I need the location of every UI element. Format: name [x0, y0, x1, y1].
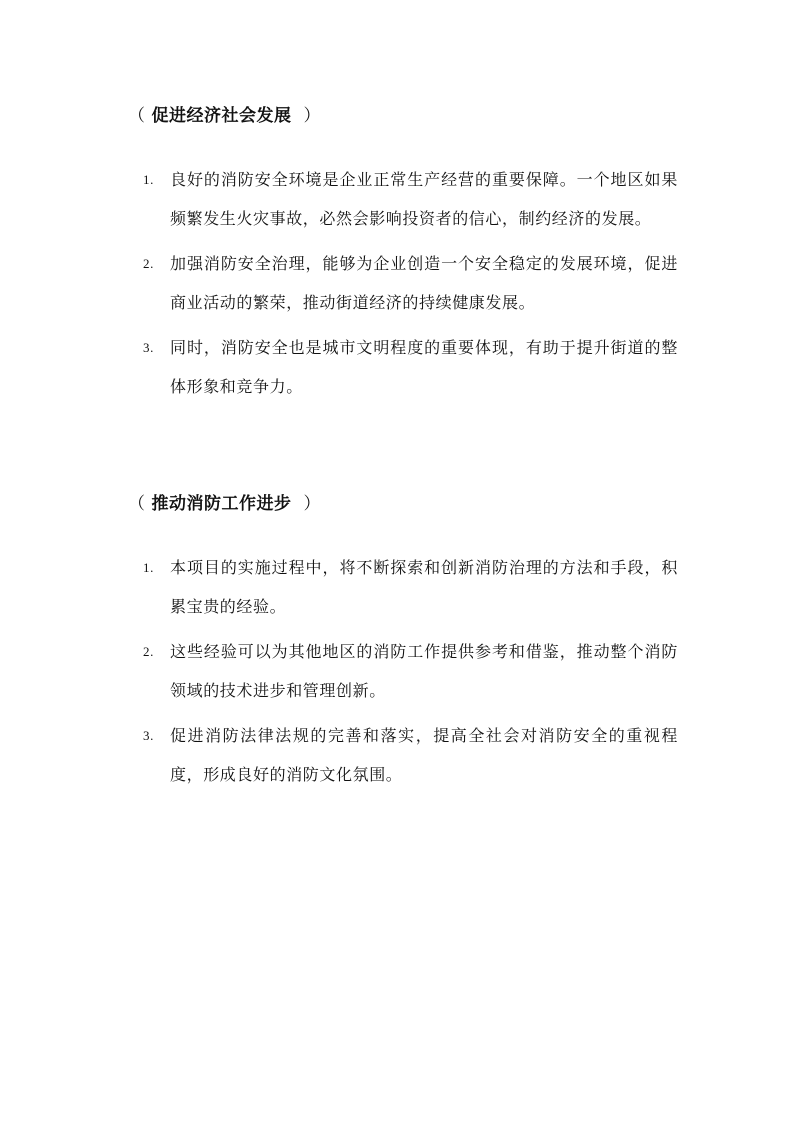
- list-item-text: 加强消防安全治理，能够为企业创造一个安全稳定的发展环境，促进商业活动的繁荣，推动街道经济的持续健康发展。: [170, 254, 678, 312]
- close-paren: ）: [303, 494, 321, 514]
- open-paren: （: [128, 494, 146, 514]
- list-item: [143, 716, 678, 794]
- list-item-number: 1.: [143, 172, 154, 187]
- list-item-text: 促进消防法律法规的完善和落实，提高全社会对消防安全的重视程度，形成良好的消防文化氛围。: [170, 726, 678, 784]
- section-list-economic-development: [143, 160, 678, 412]
- list-item: [143, 160, 678, 238]
- section-title: 促进经济社会发展: [151, 106, 292, 126]
- list-item-number: 2.: [143, 256, 154, 271]
- list-item-number: 3.: [143, 728, 154, 743]
- section-heading-fire-work-progress: [128, 492, 321, 516]
- list-item-text: 这些经验可以为其他地区的消防工作提供参考和借鉴，推动整个消防领域的技术进步和管理创新。: [170, 642, 678, 700]
- list-item-text: 同时，消防安全也是城市文明程度的重要体现，有助于提升街道的整体形象和竞争力。: [170, 338, 678, 396]
- open-paren: （: [128, 106, 146, 126]
- list-item: [143, 548, 678, 626]
- list-item-text: 本项目的实施过程中，将不断探索和创新消防治理的方法和手段，积累宝贵的经验。: [170, 558, 678, 616]
- list-item-number: 3.: [143, 340, 154, 355]
- list-item-number: 2.: [143, 644, 154, 659]
- list-item: [143, 328, 678, 406]
- list-item: [143, 244, 678, 322]
- list-item-number: 1.: [143, 560, 154, 575]
- list-item: [143, 632, 678, 710]
- section-title: 推动消防工作进步: [151, 494, 292, 514]
- list-item-text: 良好的消防安全环境是企业正常生产经营的重要保障。一个地区如果频繁发生火灾事故，必然会影响投资者的信心，制约经济的发展。: [170, 170, 678, 228]
- section-heading-economic-development: [128, 104, 321, 128]
- section-list-fire-work-progress: [143, 548, 678, 800]
- close-paren: ）: [303, 106, 321, 126]
